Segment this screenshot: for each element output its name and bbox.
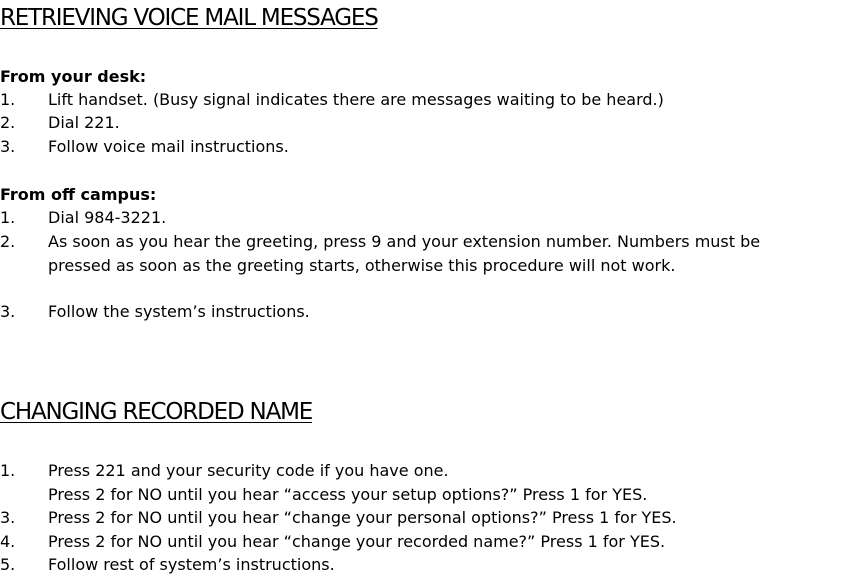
- list-number: 2.: [0, 232, 16, 251]
- list-number: 2.: [0, 113, 16, 132]
- list-text: Press 2 for NO until you hear “change your personal options?” Press 1 for YES.: [48, 508, 677, 527]
- list-text: Follow rest of system’s instructions.: [48, 555, 335, 574]
- list-number: 3.: [0, 137, 16, 156]
- list-item: [0, 230, 842, 278]
- list-number: 1.: [0, 90, 16, 109]
- retrieving-title: RETRIEVING VOICE MAIL MESSAGES: [0, 5, 378, 31]
- list-number: 1.: [0, 461, 16, 480]
- list-item: [0, 206, 842, 230]
- list-item: [0, 135, 842, 159]
- list-item: [0, 88, 842, 112]
- list-number: 4.: [0, 532, 16, 551]
- list-item: [0, 300, 842, 324]
- list-item: [0, 459, 842, 483]
- list-item: [0, 506, 842, 530]
- list-text: Follow voice mail instructions.: [48, 137, 289, 156]
- list-item: [0, 483, 842, 507]
- list-item: [0, 111, 842, 135]
- list-text: Press 2 for NO until you hear “change your recorded name?” Press 1 for YES.: [48, 532, 666, 551]
- list-text: Dial 984-3221.: [48, 208, 167, 227]
- list-number: 5.: [0, 555, 16, 574]
- list-text: As soon as you hear the greeting, press 9 and your extension number. Numbers must be pressed as soon as the greeting starts, otherwise this procedure will not work.: [48, 232, 761, 275]
- list-text: Press 2 for NO until you hear “access your setup options?” Press 1 for YES.: [48, 485, 648, 504]
- off-campus-label: From off campus:: [0, 185, 157, 204]
- list-text: Follow the system’s instructions.: [48, 302, 310, 321]
- list-number: 3.: [0, 508, 16, 527]
- list-text: Dial 221.: [48, 113, 120, 132]
- list-number: 3.: [0, 302, 16, 321]
- list-item: [0, 553, 842, 577]
- list-number: 1.: [0, 208, 16, 227]
- from-desk-label: From your desk:: [0, 67, 147, 86]
- list-item: [0, 530, 842, 554]
- list-text: Lift handset. (Busy signal indicates there are messages waiting to be heard.): [48, 90, 664, 109]
- changing-name-title: CHANGING RECORDED NAME: [0, 399, 313, 425]
- list-text: Press 221 and your security code if you have one.: [48, 461, 449, 480]
